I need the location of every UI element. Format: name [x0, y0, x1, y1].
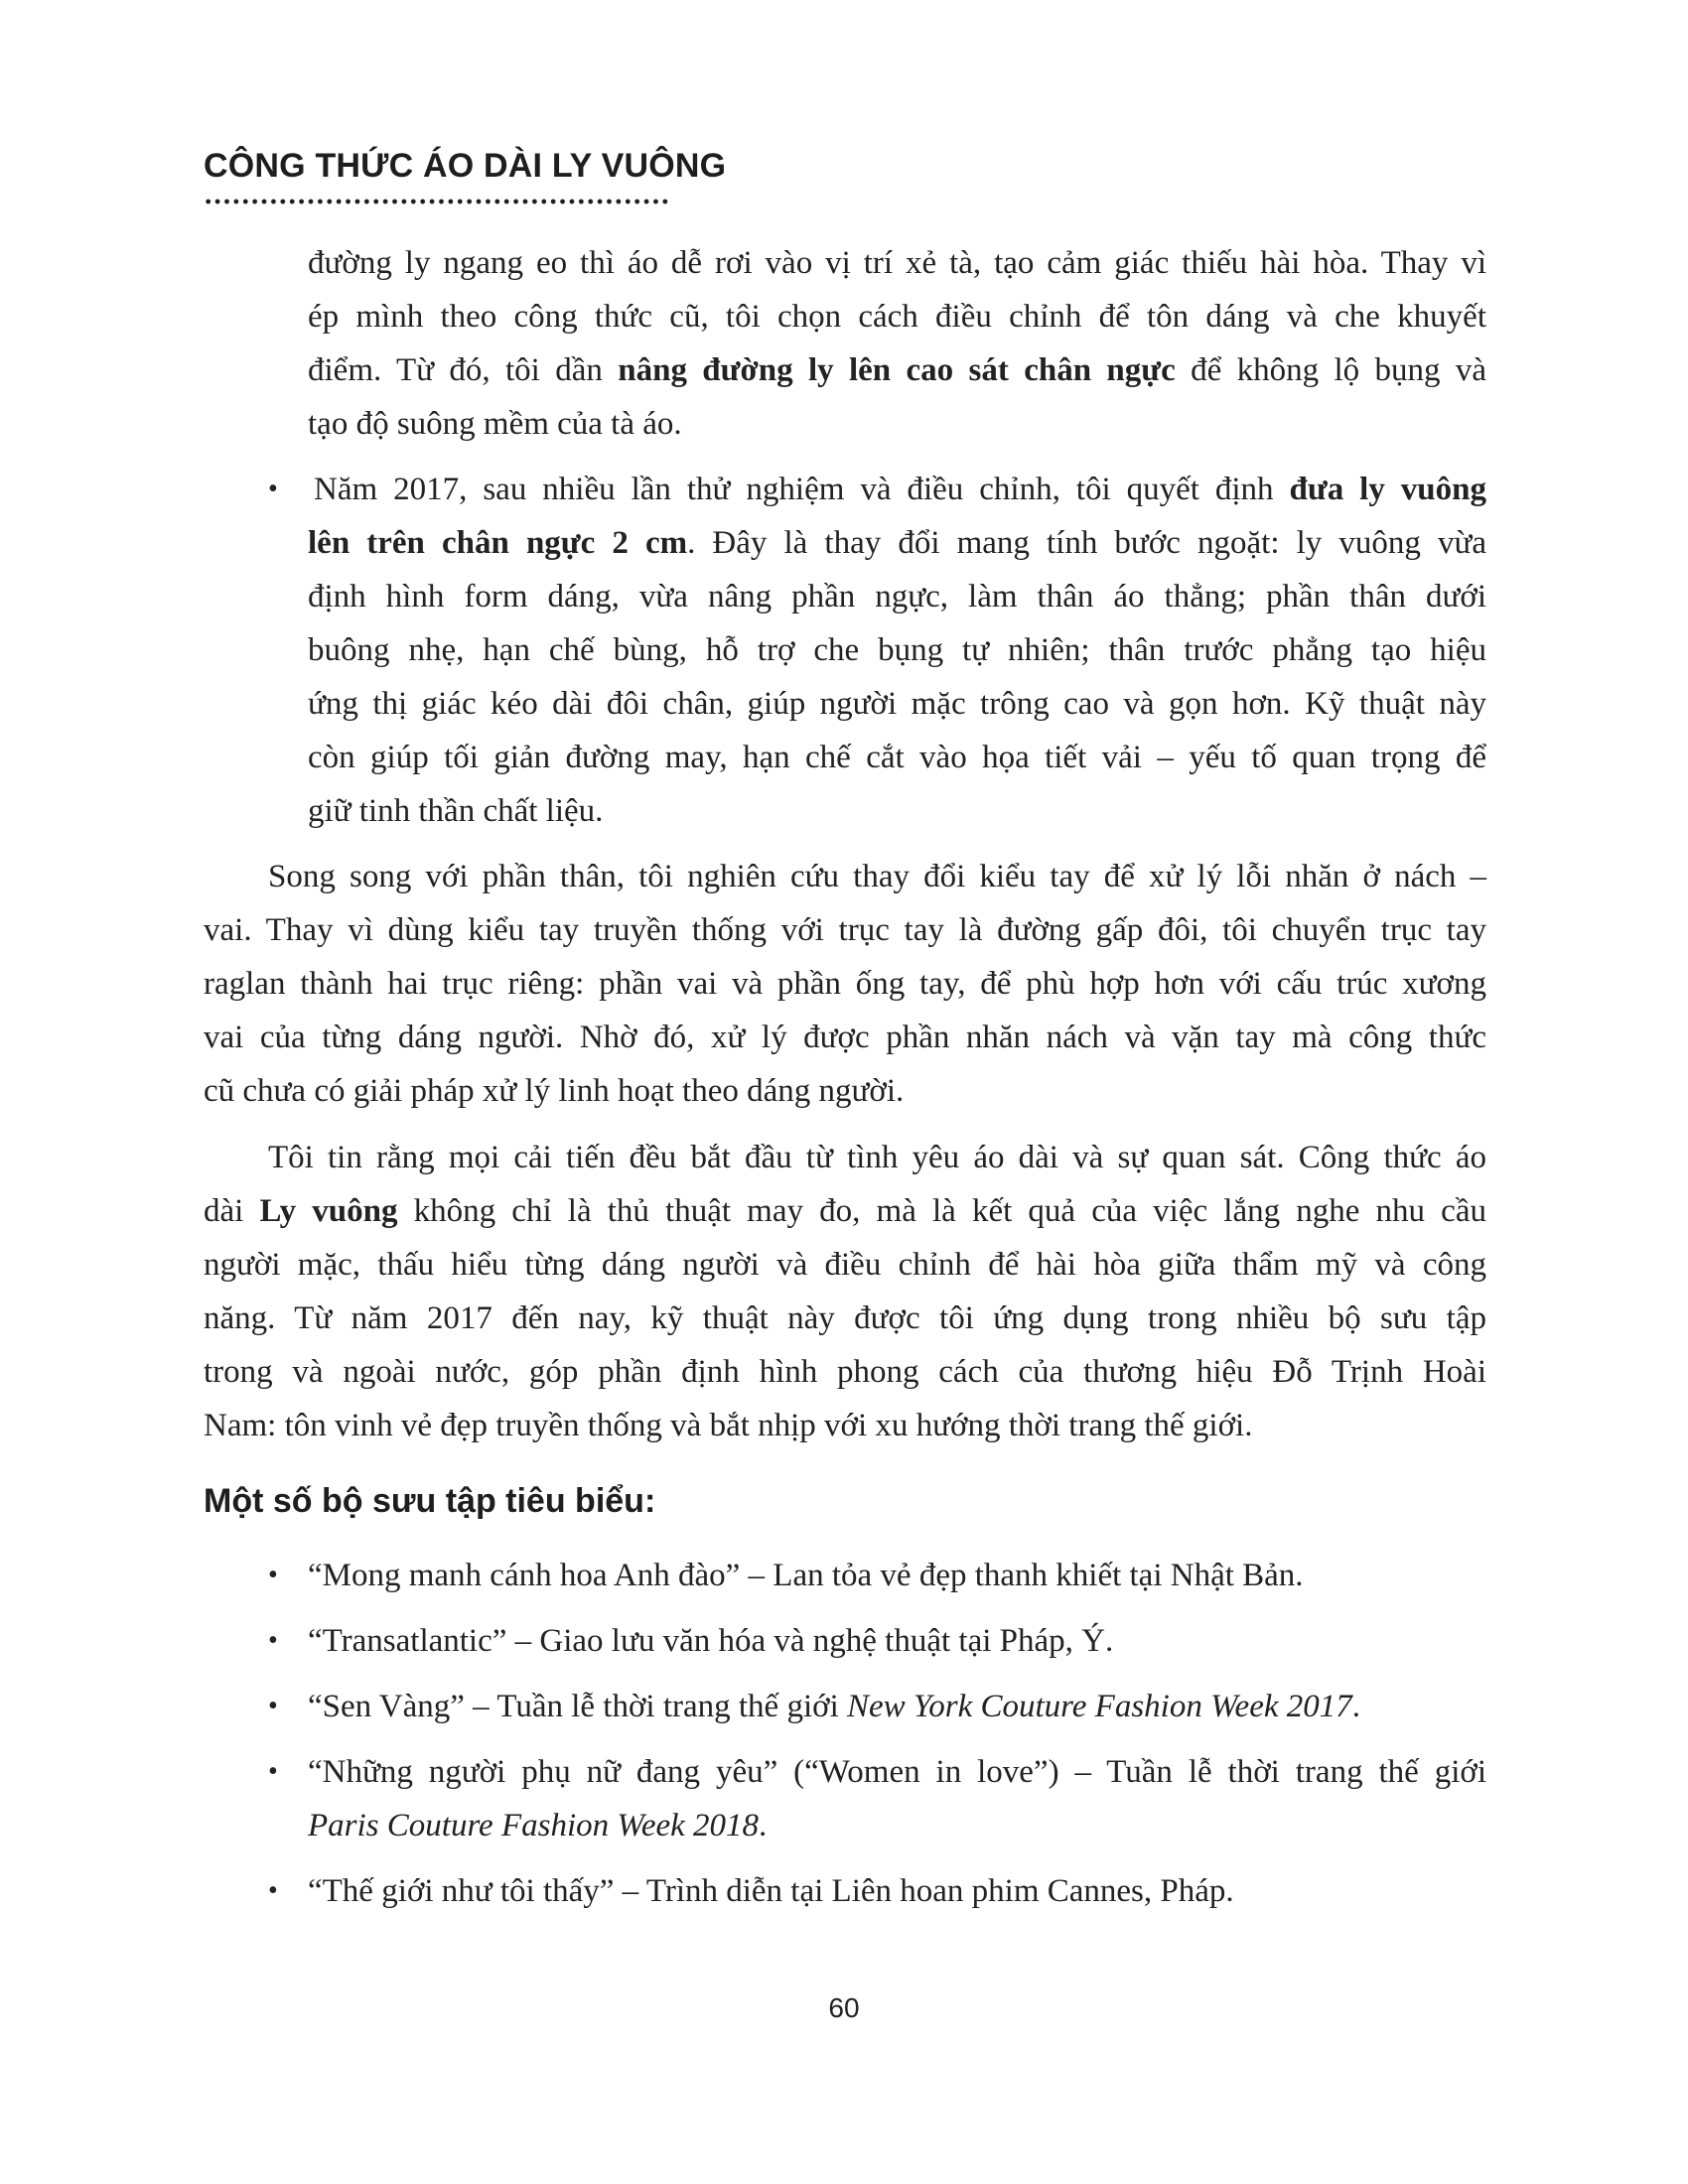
p3-line-2-text: dài [204, 1193, 260, 1229]
p1-line-3-text-end: để không lộ bụng và [1175, 352, 1487, 388]
collection-4-line-2 [308, 1799, 767, 1852]
p3-line-1: Tôi tin rằng mọi cải tiến đều bắt đầu từ tình yêu áo dài và sự quan sát. Công thức áo [268, 1140, 1486, 1175]
header-dotted-rule [204, 199, 672, 205]
p1-line-3-text: điểm. Từ đó, tôi dần [308, 352, 619, 388]
collection-1-marker: • [268, 1560, 278, 1590]
p3-line-6: Nam: tôn vinh vẻ đẹp truyền thống và bắt nhịp với xu hướng thời trang thế giới. [204, 1408, 1253, 1443]
bullet-2017-line-2 [308, 516, 1486, 570]
collection-1: “Mong manh cánh hoa Anh đào” – Lan tỏa vẻ đẹp thanh khiết tại Nhật Bản. [308, 1558, 1304, 1593]
bullet-2017-line-2-text: . Đây là thay đổi mang tính bước ngoặt: ly vuông vừa [687, 525, 1486, 561]
bullet-2017-line-2-bold: lên trên chân ngực 2 cm [308, 525, 688, 561]
bullet-2017-line-1-text: Năm 2017, sau nhiều lần thử nghiệm và điều chỉnh, tôi quyết định [314, 472, 1290, 507]
running-header: CÔNG THỨC ÁO DÀI LY VUÔNG [204, 147, 727, 185]
collection-3-italic: New York Couture Fashion Week 2017 [847, 1689, 1352, 1724]
p1-line-3 [308, 343, 1486, 397]
collection-3-period: . [1351, 1689, 1360, 1724]
page-number: 60 [828, 1992, 860, 2023]
p3-line-2-bold: Ly vuông [259, 1193, 398, 1229]
collection-3-text: “Sen Vàng” – Tuần lễ thời trang thế giới [308, 1689, 847, 1724]
bullet-2017-line-3: định hình form dáng, vừa nâng phần ngực, làm thân áo thẳng; phần thân dưới [308, 579, 1486, 614]
bullet-2017-line-1-bold: đưa ly vuông [1289, 472, 1487, 507]
collection-2-marker: • [268, 1625, 278, 1656]
collection-4-italic: Paris Couture Fashion Week 2018 [308, 1808, 760, 1843]
collection-5-marker: • [268, 1875, 278, 1906]
collection-3 [308, 1680, 1360, 1733]
p3-line-2 [204, 1184, 1486, 1238]
bullet-2017-line-7: giữ tinh thần chất liệu. [308, 793, 604, 829]
section-heading-collections: Một số bộ sưu tập tiêu biểu: [204, 1482, 656, 1520]
p2-line-1: Song song với phần thân, tôi nghiên cứu thay đổi kiểu tay để xử lý lỗi nhăn ở nách – [268, 859, 1486, 894]
p1-line-2: ép mình theo công thức cũ, tôi chọn cách điều chỉnh để tôn dáng và che khuyết [308, 299, 1486, 335]
bullet-2017-line-6: còn giúp tối giản đường may, hạn chế cắt vào họa tiết vải – yếu tố quan trọng để [308, 740, 1486, 775]
p2-line-4: vai của từng dáng người. Nhờ đó, xử lý được phần nhăn nách và vặn tay mà công thức [204, 1020, 1486, 1055]
collection-4-line-1: “Những người phụ nữ đang yêu” (“Women in love”) – Tuần lễ thời trang thế giới [308, 1754, 1486, 1790]
bullet-2017-marker: • [268, 474, 278, 504]
bullet-2017-line-5: ứng thị giác kéo dài đôi chân, giúp người mặc trông cao và gọn hơn. Kỹ thuật này [308, 686, 1486, 722]
p1-line-3-bold: nâng đường ly lên cao sát chân ngực [618, 352, 1176, 388]
p2-line-3: raglan thành hai trục riêng: phần vai và phần ống tay, để phù hợp hơn với cấu trúc xương [204, 966, 1486, 1002]
bullet-2017-line-1 [314, 463, 1486, 516]
collection-2: “Transatlantic” – Giao lưu văn hóa và nghệ thuật tại Pháp, Ý. [308, 1623, 1114, 1659]
p3-line-5: trong và ngoài nước, góp phần định hình phong cách của thương hiệu Đỗ Trịnh Hoài [204, 1354, 1486, 1390]
bullet-2017-line-4: buông nhẹ, hạn chế bùng, hỗ trợ che bụng tự nhiên; thân trước phẳng tạo hiệu [308, 632, 1486, 668]
collection-5: “Thế giới như tôi thấy” – Trình diễn tại Liên hoan phim Cannes, Pháp. [308, 1873, 1234, 1909]
p3-line-3: người mặc, thấu hiểu từng dáng người và điều chỉnh để hài hòa giữa thẩm mỹ và công [204, 1247, 1486, 1283]
collection-3-marker: • [268, 1691, 278, 1721]
p1-line-4: tạo độ suông mềm của tà áo. [308, 406, 682, 442]
p1-line-1: đường ly ngang eo thì áo dễ rơi vào vị trí xẻ tà, tạo cảm giác thiếu hài hòa. Thay vì [308, 245, 1486, 281]
collection-4-period: . [759, 1808, 768, 1843]
collection-4-marker: • [268, 1756, 278, 1787]
p2-line-2: vai. Thay vì dùng kiểu tay truyền thống với trục tay là đường gấp đôi, tôi chuyển trục tay [204, 912, 1486, 948]
p3-line-4: năng. Từ năm 2017 đến nay, kỹ thuật này được tôi ứng dụng trong nhiều bộ sưu tập [204, 1300, 1486, 1336]
p3-line-2-text-end: không chỉ là thủ thuật may đo, mà là kết quả của việc lắng nghe nhu cầu [397, 1193, 1486, 1229]
p2-line-5: cũ chưa có giải pháp xử lý linh hoạt theo dáng người. [204, 1073, 905, 1109]
